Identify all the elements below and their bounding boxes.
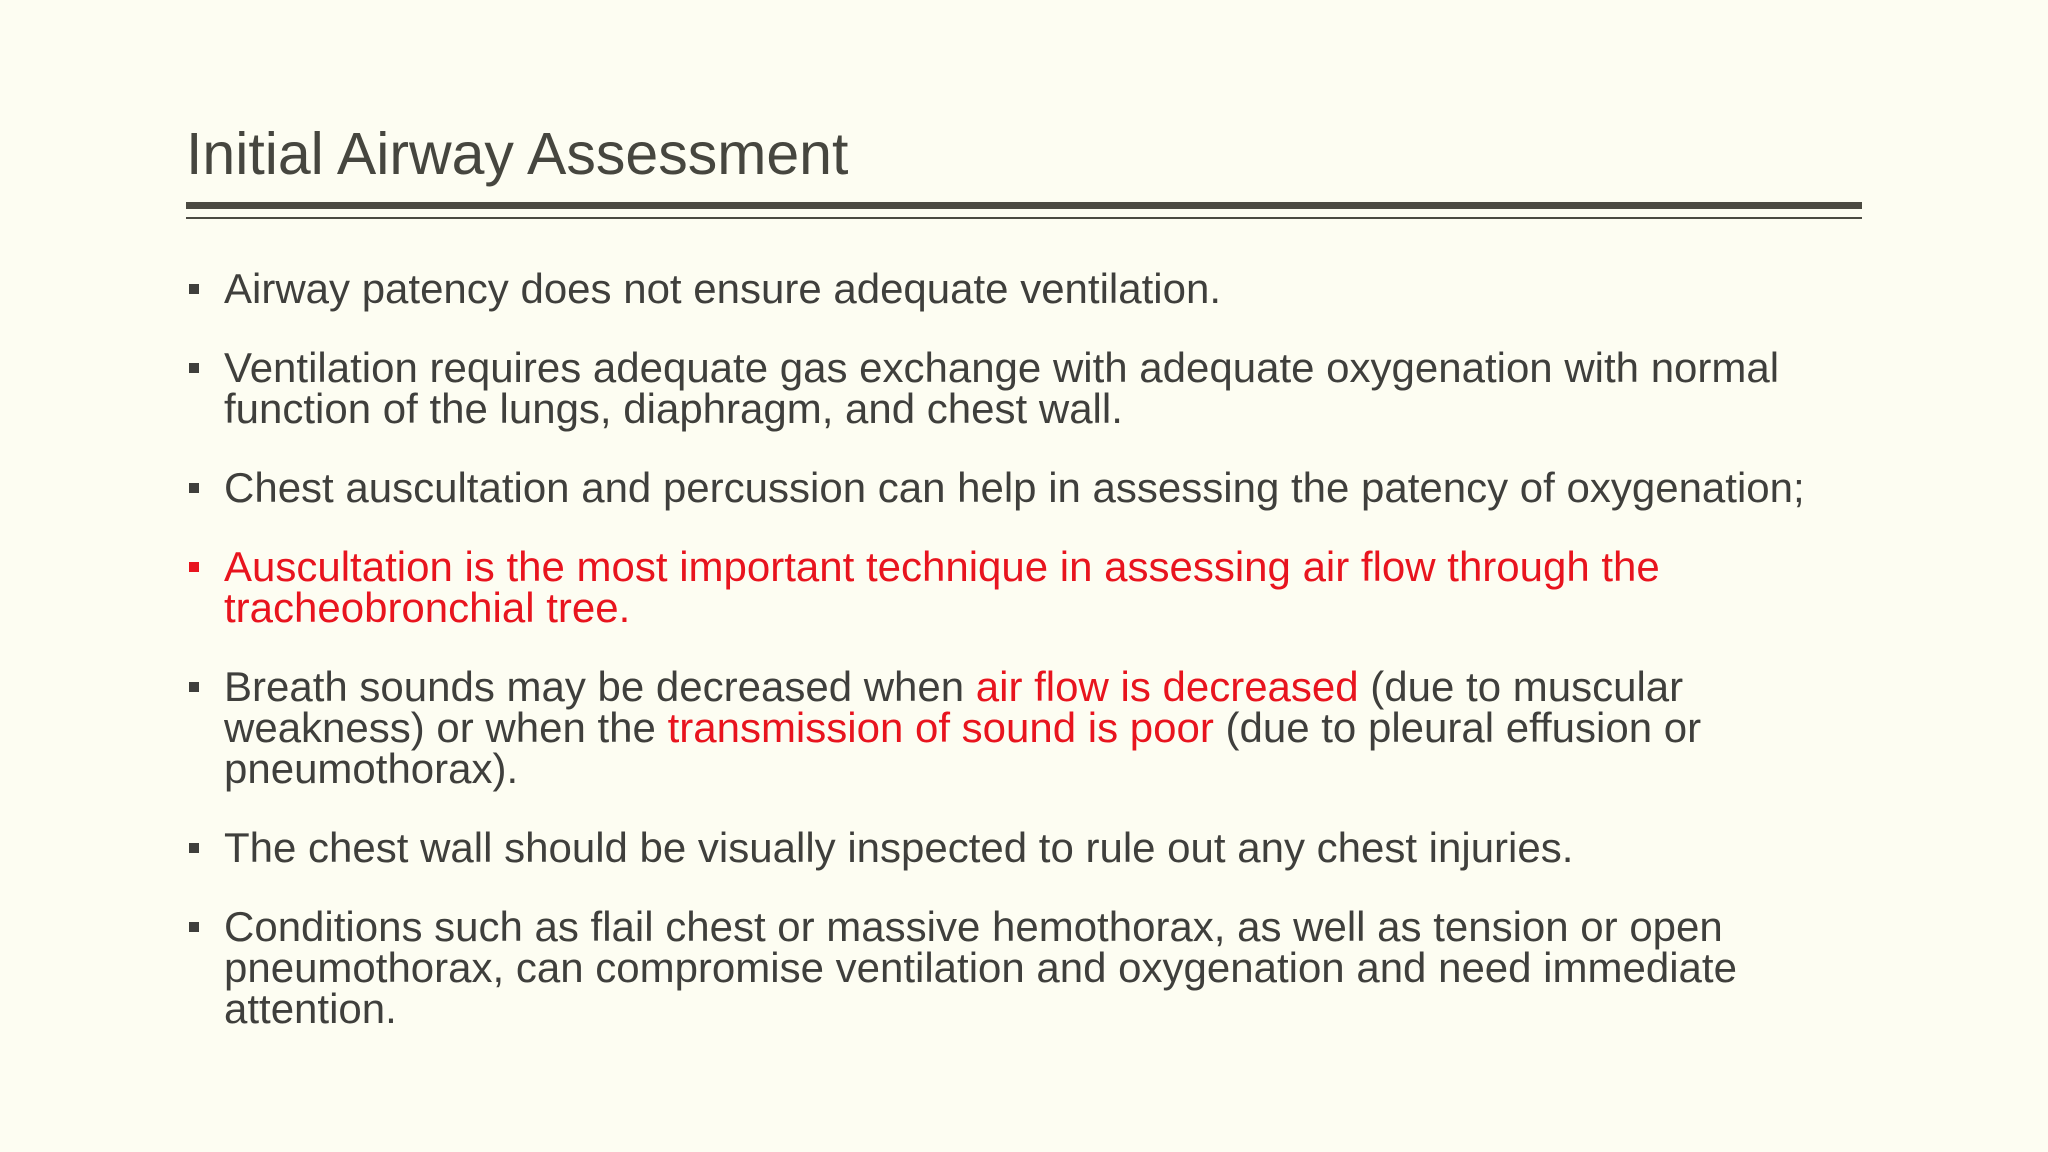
square-bullet-icon — [189, 922, 199, 932]
bullet-list — [186, 265, 1886, 1067]
bullet-text-segment: Ventilation requires adequate gas exchange with adequate oxygenation with normal function of the lungs, diaphragm, and chest wall. — [224, 344, 1780, 432]
bullet-text-segment: Breath sounds may be decreased when — [224, 663, 976, 710]
bullet-text-segment: (due to muscular weakness) or when the — [224, 663, 1684, 751]
bullet-item-highlighted — [186, 543, 1886, 631]
bullet-text — [224, 824, 1573, 871]
bullet-item — [186, 344, 1886, 432]
bullet-text-segment: Conditions such as flail chest or massive hemothorax, as well as tension or open pneumothorax, can compromise ventilation and oxygenation and need immediate attention. — [224, 903, 1737, 1032]
bullet-text-highlight: air flow is decreased — [975, 663, 1359, 710]
bullet-item — [186, 903, 1886, 1032]
square-bullet-icon — [189, 562, 199, 572]
title-divider-thin — [186, 217, 1862, 219]
bullet-text — [224, 663, 1701, 792]
bullet-text-segment: Chest auscultation and percussion can help in assessing the patency of oxygenation; — [224, 464, 1805, 511]
square-bullet-icon — [189, 284, 199, 294]
bullet-item — [186, 824, 1886, 871]
bullet-text-segment: Auscultation is the most important technique in assessing air flow through the tracheobronchial tree. — [224, 543, 1660, 631]
bullet-text — [224, 344, 1779, 432]
bullet-text — [224, 265, 1221, 312]
bullet-text — [224, 543, 1660, 631]
square-bullet-icon — [189, 843, 199, 853]
bullet-text-segment: Airway patency does not ensure adequate ventilation. — [224, 265, 1221, 312]
slide-title: Initial Airway Assessment — [186, 121, 849, 187]
bullet-text — [224, 464, 1805, 511]
bullet-text-highlight: transmission of sound is poor — [667, 704, 1214, 751]
square-bullet-icon — [189, 682, 199, 692]
bullet-item — [186, 663, 1886, 792]
square-bullet-icon — [189, 483, 199, 493]
square-bullet-icon — [189, 363, 199, 373]
title-divider-thick — [186, 202, 1862, 209]
bullet-item — [186, 464, 1886, 511]
bullet-text-segment: (due to pleural effusion or pneumothorax). — [224, 704, 1702, 792]
bullet-item — [186, 265, 1886, 312]
bullet-text-segment: The chest wall should be visually inspected to rule out any chest injuries. — [224, 824, 1574, 871]
bullet-text — [224, 903, 1737, 1032]
